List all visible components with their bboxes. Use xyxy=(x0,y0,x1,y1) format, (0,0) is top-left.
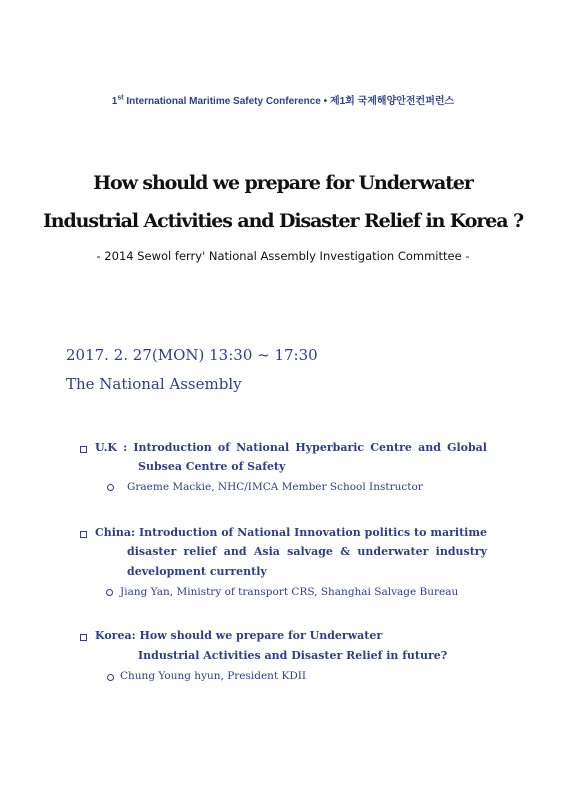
bullet-circle-icon xyxy=(107,674,114,681)
checkbox-icon xyxy=(80,531,87,538)
conference-name-en: International Maritime Safety Conference xyxy=(126,96,321,107)
checkbox-icon xyxy=(80,446,87,453)
session-2-speaker: Jiang Yan, Ministry of transport CRS, Shanghai Salvage Bureau xyxy=(120,586,459,598)
bullet-circle-icon xyxy=(107,484,114,491)
session-3-heading-line-2: Industrial Activities and Disaster Relief in future? xyxy=(138,649,448,662)
session-2-heading-line-2: disaster relief and Asia salvage & underwater industry xyxy=(127,545,487,558)
session-3-speaker: Chung Young hyun, President KDII xyxy=(120,670,307,682)
event-date: 2017. 2. 27(MON) 13:30 ~ 17:30 xyxy=(66,346,318,364)
conference-ordinal-suffix: st xyxy=(117,94,124,102)
conference-line xyxy=(0,92,566,107)
checkbox-icon xyxy=(80,634,87,641)
main-title-line-1: How should we prepare for Underwater xyxy=(93,172,473,194)
event-venue: The National Assembly xyxy=(66,375,242,393)
session-2-heading-line-1: China: Introduction of National Innovation politics to maritime xyxy=(95,526,487,539)
conference-separator: • xyxy=(323,96,328,107)
conference-ordinal: 1 xyxy=(111,96,118,107)
session-1-heading-line-1: U.K : Introduction of National Hyperbaric Centre and Global xyxy=(95,441,487,454)
subtitle: - 2014 Sewol ferry' National Assembly Investigation Committee - xyxy=(96,249,470,263)
session-1-heading-line-2: Subsea Centre of Safety xyxy=(138,460,286,473)
bullet-circle-icon xyxy=(106,589,113,596)
session-3-heading-line-1: Korea: How should we prepare for Underwater xyxy=(95,629,383,642)
session-2-heading-line-3: development currently xyxy=(127,565,267,578)
main-title-line-2: Industrial Activities and Disaster Relief in Korea ? xyxy=(42,210,524,232)
session-1-speaker: Graeme Mackie, NHC/IMCA Member School Instructor xyxy=(127,481,423,493)
conference-name-ko: 제1회 국제해양안전컨퍼런스 xyxy=(329,96,455,107)
